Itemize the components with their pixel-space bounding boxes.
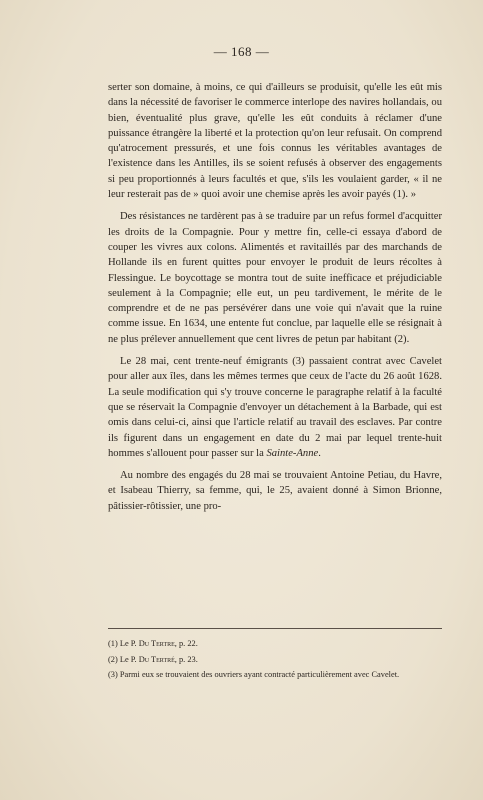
ship-suffix: . <box>318 447 321 459</box>
footnote-1-prefix: (1) Le P. <box>108 639 139 648</box>
footnote-2 <box>108 654 442 666</box>
paragraph-2: Des résistances ne tardèrent pas à se traduire par un refus formel d'acquitter les droits de la Compagnie. Pour y mettre fin, celle-ci essaya d'abord de couper les vivres aux colons. Alimentés et ravitaillés par des marchands de Hollande ils en furent quittes pour envoyer le produit de leurs récoltes à Flessingue. Le boycottage se montra tout de suite inefficace et préjudiciable seulement à la Compagnie; elle eut, un peu tardivement, le mérite de le comprendre et de ne pas persévérer dans une voie qui n'avait que la ruine comme issue. En 1634, une entente fut conclue, par laquelle elle se résignait à ne plus prélever annuellement que cent livres de petun par habitant (2). <box>108 211 442 345</box>
footnote-3: (3) Parmi eux se trouvaient des ouvriers ayant contracté particulièrement avec Cavelet. <box>108 670 400 679</box>
paragraph-4: Au nombre des engagés du 28 mai se trouvaient Antoine Petiau, du Havre, et Isabeau Thierry, sa femme, qui, le 25, avaient donné à Simon Brionne, pâtissier-rôtissier, une pro- <box>108 470 442 512</box>
ship-name: Sainte-Anne <box>266 447 319 459</box>
footnote-1-author: Du Tertre <box>138 639 175 648</box>
footnote-1 <box>108 638 442 650</box>
paragraph-1: serter son domaine, à moins, ce qui d'ailleurs se produisit, qu'elle les eût mis dans la nécessité de favoriser le commerce interlope des navires hollandais, ou bien, éventualité plus grave, qu'elle les eût conduits à réclamer d'une puissance étrangère la liberté et la protection qu'on leur refusait. On comprend qu'atrocement pressurés, et une fois connus les véritables avantages de l'existence dans les Antilles, ils se soient refusés à observer des engagements si peu proportionnés à leurs facultés et que, s'ils les voulaient garder, « il ne leur resterait pas de » quoi avoir une chemise après les avoir payés (1). » <box>108 82 442 201</box>
body-text <box>108 80 442 521</box>
footnote-2-prefix: (2) Le P. <box>108 654 139 664</box>
page-number: — 168 — <box>213 44 270 59</box>
footnote-2-author: Du Tertré <box>138 654 175 664</box>
footnotes <box>108 638 442 685</box>
footnote-1-suffix: , p. 22. <box>174 639 198 648</box>
footnote-divider <box>108 628 442 629</box>
paragraph-3 <box>108 354 442 461</box>
paragraph-3-text: Le 28 mai, cent trente-neuf émigrants (3) passaient contrat avec Cavelet pour aller aux îles, dans les mêmes termes que ceux de l'acte du 26 août 1628. La seule modification qui s'y trouve concerne le paragraphe relatif à la faculté que se réservait la Compagnie d'envoyer un détachement à la Barbade, qui est omis dans celui-ci, ainsi que l'article relatif au travail des esclaves. Par contre ils figurent dans un engagement en date du 2 mai par lequel trente-huit hommes s'allouent pour passer sur la <box>108 356 442 459</box>
footnote-2-suffix: , p. 23. <box>174 654 198 664</box>
